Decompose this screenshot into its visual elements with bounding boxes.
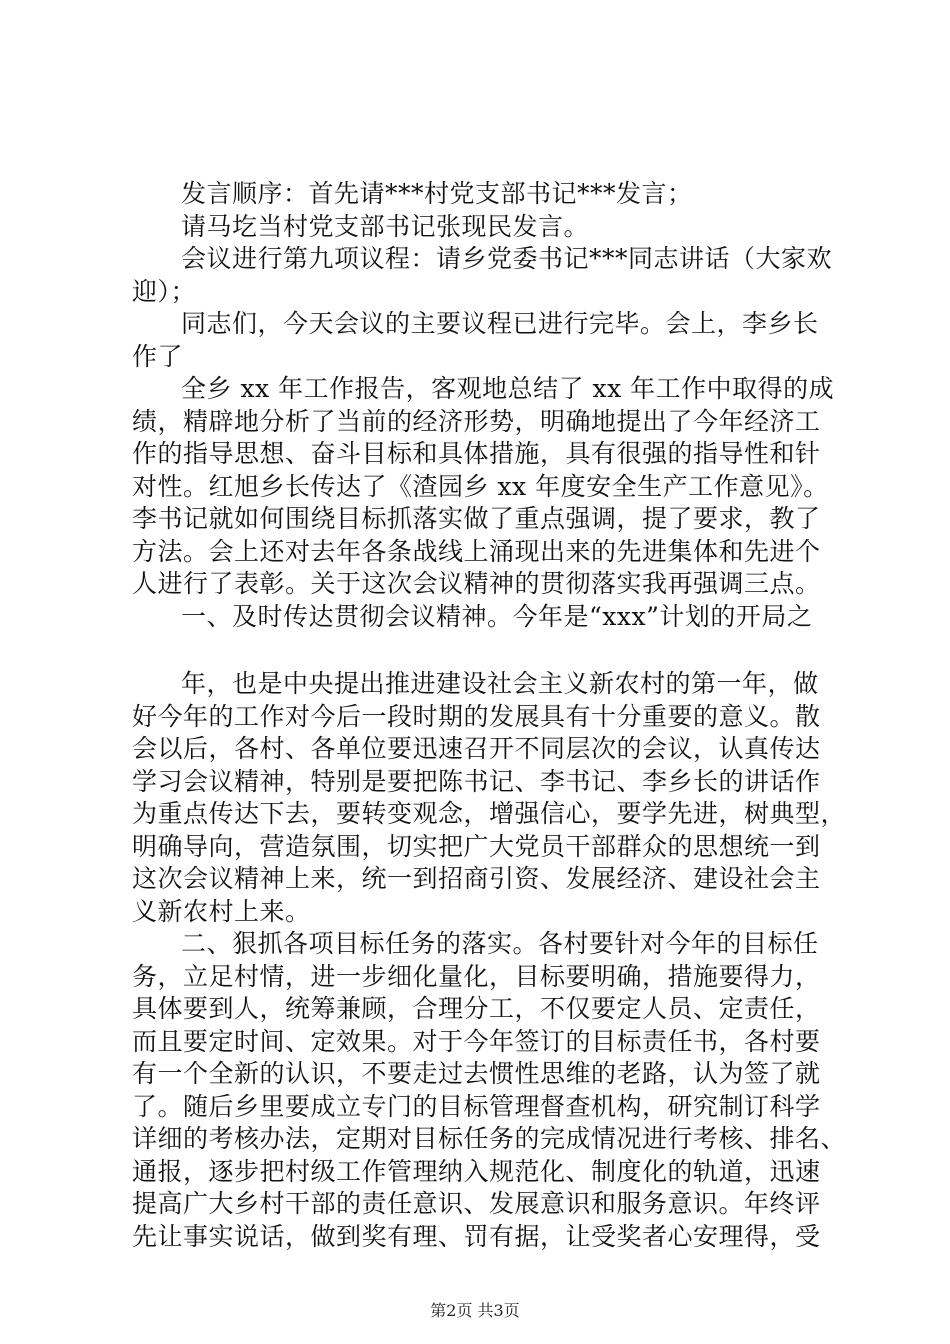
text-line: 明确导向，营造氛围，切实把广大党员干部群众的思想统一到 (132, 832, 821, 861)
text-line: 提高广大乡村干部的责任意识、发展意识和服务意识。年终评 (132, 1189, 821, 1218)
text-line: 学习会议精神，特别是要把陈书记、李书记、李乡长的讲话作 (132, 767, 821, 796)
text-line: 同志们，今天会议的主要议程已进行完毕。会上，李乡长 (181, 309, 819, 338)
text-line: 了。随后乡里要成立专门的目标管理督查机构，研究制订科学 (132, 1092, 821, 1121)
text-line: 全乡 xx 年工作报告，客观地总结了 xx 年工作中取得的成 (181, 374, 835, 403)
text-line: 对性。红旭乡长传达了《渣园乡 xx 年度安全生产工作意见》。 (132, 472, 829, 501)
text-line: 作的指导思想、奋斗目标和具体措施，具有很强的指导性和针 (132, 439, 821, 468)
text-line: 作了 (132, 342, 184, 371)
text-line: 二、狠抓各项目标任务的落实。各村要针对今年的目标任 (181, 929, 819, 958)
text-line: 绩，精辟地分析了当前的经济形势，明确地提出了今年经济工 (132, 407, 821, 436)
text-line: 李书记就如何围绕目标抓落实做了重点强调，提了要求，教了 (132, 504, 821, 533)
text-line: 务，立足村情，进一步细化量化，目标要明确，措施要得力， (132, 962, 821, 991)
text-line: 发言顺序：首先请***村党支部书记***发言； (181, 179, 693, 208)
text-line: 好今年的工作对今后一段时期的发展具有十分重要的意义。散 (132, 702, 821, 731)
text-line: 请马圪当村党支部书记张现民发言。 (181, 212, 590, 241)
text-line: 有一个全新的认识，不要走过去惯性思维的老路，认为签了就 (132, 1059, 821, 1088)
text-line: 而且要定时间、定效果。对于今年签订的目标责任书，各村要 (132, 1027, 821, 1056)
text-line: 人进行了表彰。关于这次会议精神的贯彻落实我再强调三点。 (132, 569, 821, 598)
text-line: 先让事实说话，做到奖有理、罚有据，让受奖者心安理得，受 (132, 1222, 821, 1251)
page-number-footer: 第2页 共3页 (430, 1301, 520, 1320)
text-line: 会议进行第九项议程：请乡党委书记***同志讲话（大家欢 (181, 244, 833, 273)
text-line: 具体要到人，统筹兼顾，合理分工，不仅要定人员、定责任， (132, 994, 821, 1023)
text-line: 年，也是中央提出推进建设社会主义新农村的第一年，做 (181, 669, 819, 698)
text-line: 详细的考核办法，定期对目标任务的完成情况进行考核、排名、 (132, 1124, 847, 1153)
text-line: 迎）； (132, 277, 197, 306)
text-line: 义新农村上来。 (132, 897, 311, 926)
text-line: 这次会议精神上来，统一到招商引资、发展经济、建设社会主 (132, 864, 821, 893)
text-line: 通报，逐步把村级工作管理纳入规范化、制度化的轨道，迅速 (132, 1157, 821, 1186)
text-line: 会以后，各村、各单位要迅速召开不同层次的会议，认真传达 (132, 734, 821, 763)
text-line: 一、及时传达贯彻会议精神。今年是“xxx”计划的开局之 (181, 602, 813, 631)
text-line: 为重点传达下去，要转变观念，增强信心，要学先进，树典型， (132, 799, 847, 828)
text-line: 方法。会上还对去年各条战线上涌现出来的先进集体和先进个 (132, 537, 821, 566)
